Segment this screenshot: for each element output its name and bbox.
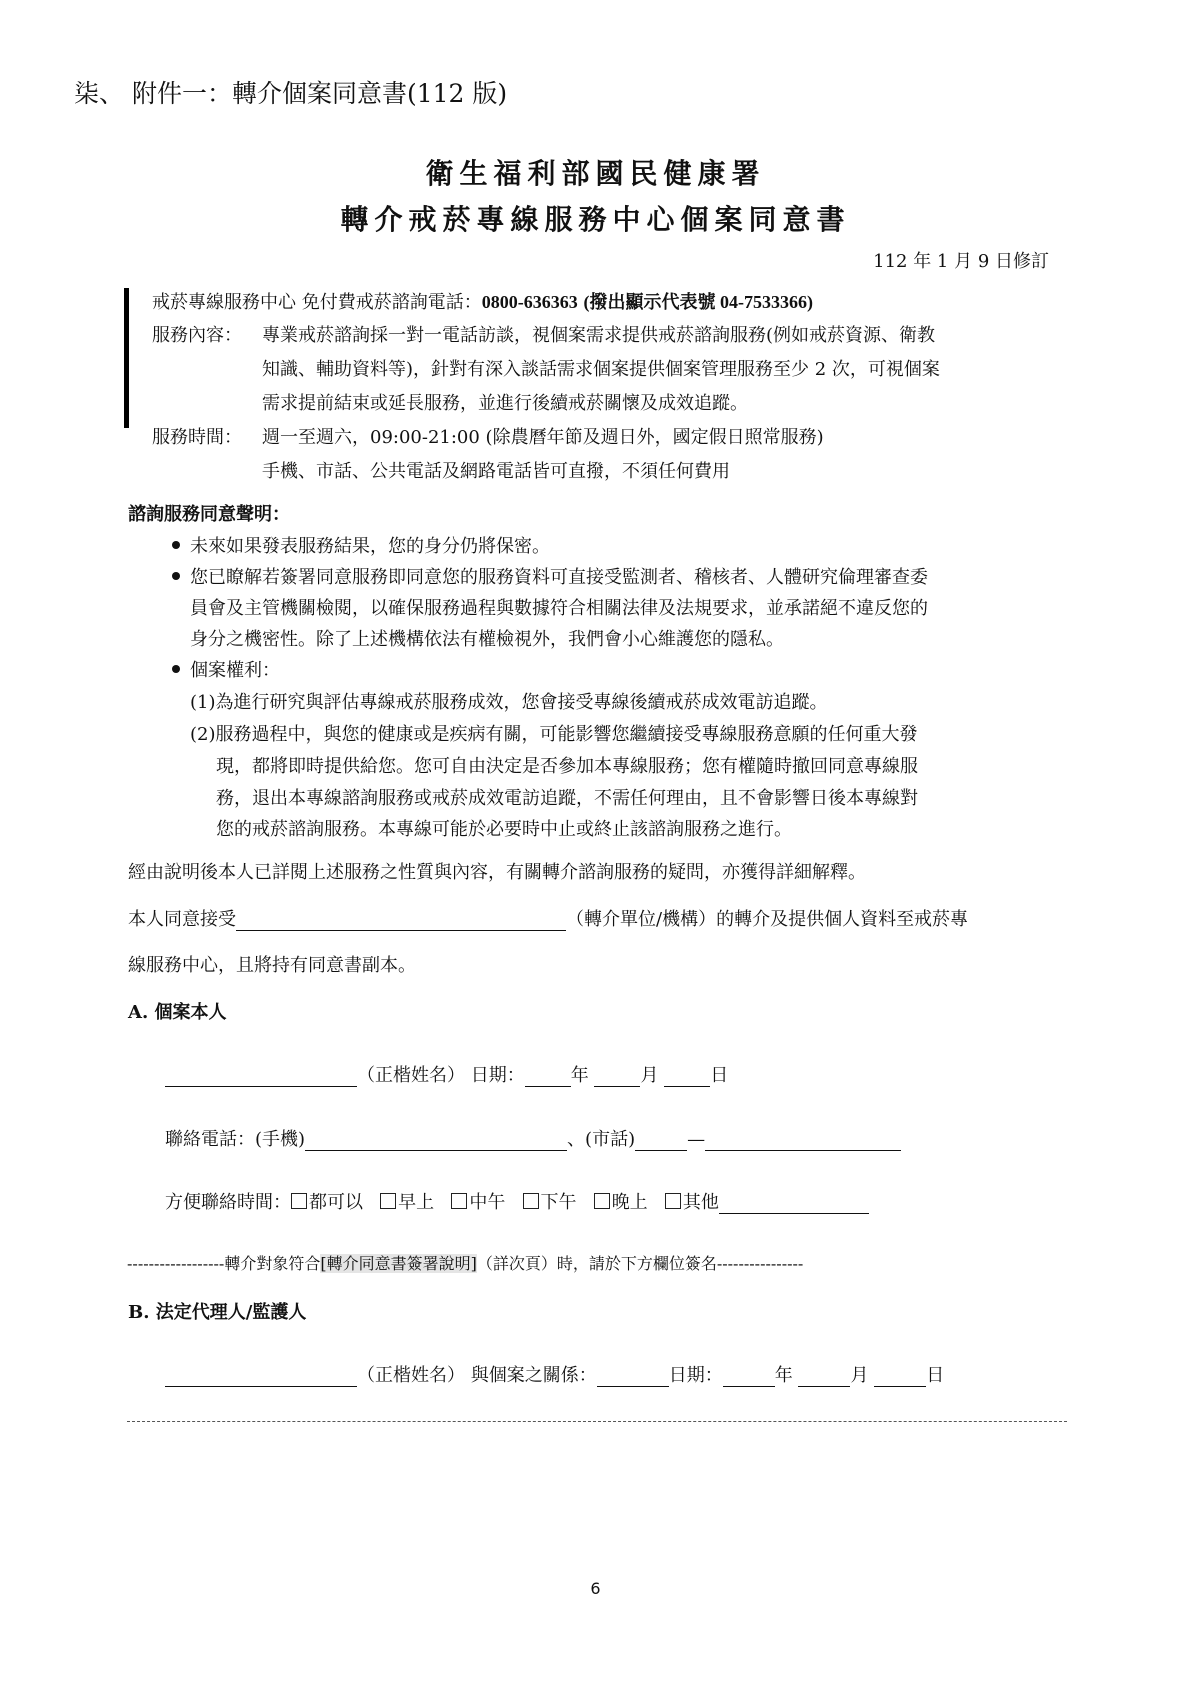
area-code-field[interactable]: [635, 1132, 687, 1151]
section-a-title: A. 個案本人: [128, 1002, 227, 1023]
consent-bullet-2-line-3: 身分之機密性。除了上述機構依法有權檢視外，我們會小心維護您的隱私。: [190, 629, 784, 650]
hotline-number: 0800-636363: [481, 292, 578, 312]
consent-bullet-2: 您已瞭解若簽署同意服務即同意您的服務資料可直接受監測者、稽核者、人體研究倫理審查委: [172, 563, 928, 589]
page-number: 6: [590, 1579, 601, 1598]
appendix-heading: 柒、 附件一：轉介個案同意書(112 版): [74, 79, 508, 108]
relationship-field[interactable]: [597, 1368, 669, 1387]
consent-bullet-1: 未來如果發表服務結果，您的身分仍將保密。: [172, 532, 550, 558]
section-b-title: B. 法定代理人/監護人: [128, 1302, 307, 1323]
section-a-contact-time-row: 方便聯絡時間： 都可以 早上 中午 下午 晚上 其他: [165, 1188, 869, 1214]
consent-statement-title: 諮詢服務同意聲明：: [128, 504, 290, 525]
checkbox-morning[interactable]: [380, 1193, 396, 1209]
agree-line-1: 本人同意接受 （轉介單位/機構）的轉介及提供個人資料至戒菸專: [128, 909, 969, 930]
hotline-representative: (撥出顯示代表號 04-7533366): [583, 292, 813, 312]
checkbox-noon[interactable]: [451, 1193, 467, 1209]
guardian-year-field[interactable]: [723, 1368, 775, 1387]
hotline-line: 戒菸專線服務中心 免付費戒菸諮詢電話：0800-636363 (撥出顯示代表號 04-7533366): [152, 292, 813, 313]
service-content-line-3: 需求提前結束或延長服務，並進行後續戒菸關懷及成效追蹤。: [262, 393, 748, 414]
agree-line-2: 線服務中心，且將持有同意書副本。: [128, 955, 416, 976]
service-content-label: 服務內容：: [152, 325, 242, 346]
revision-date: 112 年 1 月 9 日修訂: [873, 251, 1049, 272]
consent-bullet-3: 個案權利：: [172, 656, 280, 682]
right-2-line-2: 現，都將即時提供給您。您可自由決定是否參加本專線服務；您有權隨時撤回同意專線服: [216, 756, 918, 777]
checkbox-anytime[interactable]: [291, 1193, 307, 1209]
case-month-field[interactable]: [594, 1068, 640, 1087]
right-2-line-3: 務，退出本專線諮詢服務或戒菸成效電訪追蹤，不需任何理由，且不會影響日後本專線對: [216, 788, 918, 809]
explained-text: 經由說明後本人已詳閱上述服務之性質與內容，有關轉介諮詢服務的疑問，亦獲得詳細解釋。: [128, 862, 866, 883]
bullet-dot: [172, 541, 180, 549]
checkbox-evening[interactable]: [594, 1193, 610, 1209]
other-time-field[interactable]: [719, 1195, 869, 1214]
service-content-line-2: 知識、輔助資料等)，針對有深入談話需求個案提供個案管理服務至少 2 次，可視個案: [262, 359, 940, 380]
mobile-field[interactable]: [305, 1132, 567, 1151]
service-hours-line-1: 週一至週六，09:00-21:00 (除農曆年節及週日外，國定假日照常服務): [262, 427, 824, 448]
service-content-line-1: 專業戒菸諮詢採一對一電話訪談，視個案需求提供戒菸諮詢服務(例如戒菸資源、衛教: [262, 325, 936, 346]
right-2-line-1: (2)服務過程中，與您的健康或是疾病有關，可能影響您繼續接受專線服務意願的任何重大發: [190, 724, 918, 745]
bullet-dot: [172, 665, 180, 673]
right-1: (1)為進行研究與評估專線戒菸服務成效，您會接受專線後續戒菸成效電訪追蹤。: [190, 692, 828, 713]
bullet-dot: [172, 572, 180, 580]
checkbox-other[interactable]: [665, 1193, 681, 1209]
signing-instructions-reference: [轉介同意書簽署說明]: [320, 1254, 477, 1273]
guardian-name-field[interactable]: [165, 1368, 357, 1387]
right-2-line-4: 您的戒菸諮詢服務。本專線可能於必要時中止或終止該諮詢服務之進行。: [216, 819, 792, 840]
section-b-name-row: （正楷姓名） 與個案之關係： 日期： 年 月 日: [165, 1361, 944, 1387]
case-name-field[interactable]: [165, 1068, 357, 1087]
document-title-agency: 衛生福利部國民健康署: [425, 157, 766, 190]
bottom-dashed-rule: [127, 1421, 1067, 1422]
case-year-field[interactable]: [525, 1068, 571, 1087]
landline-field[interactable]: [705, 1132, 901, 1151]
case-day-field[interactable]: [664, 1068, 710, 1087]
document-title-form: 轉介戒菸專線服務中心個案同意書: [340, 203, 851, 236]
section-a-name-row: （正楷姓名） 日期： 年 月 日: [165, 1061, 728, 1087]
consent-bullet-2-line-2: 員會及主管機關檢閱，以確保服務過程與數據符合相關法律及法規要求，並承諾絕不違反您的: [190, 598, 928, 619]
service-hours-line-2: 手機、市話、公共電話及網路電話皆可直撥，不須任何費用: [262, 461, 730, 482]
service-hours-label: 服務時間：: [152, 427, 242, 448]
section-a-phone-row: 聯絡電話：(手機) 、(市話) —: [165, 1125, 901, 1151]
checkbox-afternoon[interactable]: [523, 1193, 539, 1209]
guardian-day-field[interactable]: [874, 1368, 926, 1387]
info-left-bar: [124, 288, 129, 428]
referral-unit-field[interactable]: [236, 912, 566, 931]
guardian-month-field[interactable]: [798, 1368, 850, 1387]
signing-divider: ------------------轉介對象符合[轉介同意書簽署說明]（詳次頁）時，請於下方欄位簽名----------------: [127, 1254, 804, 1273]
